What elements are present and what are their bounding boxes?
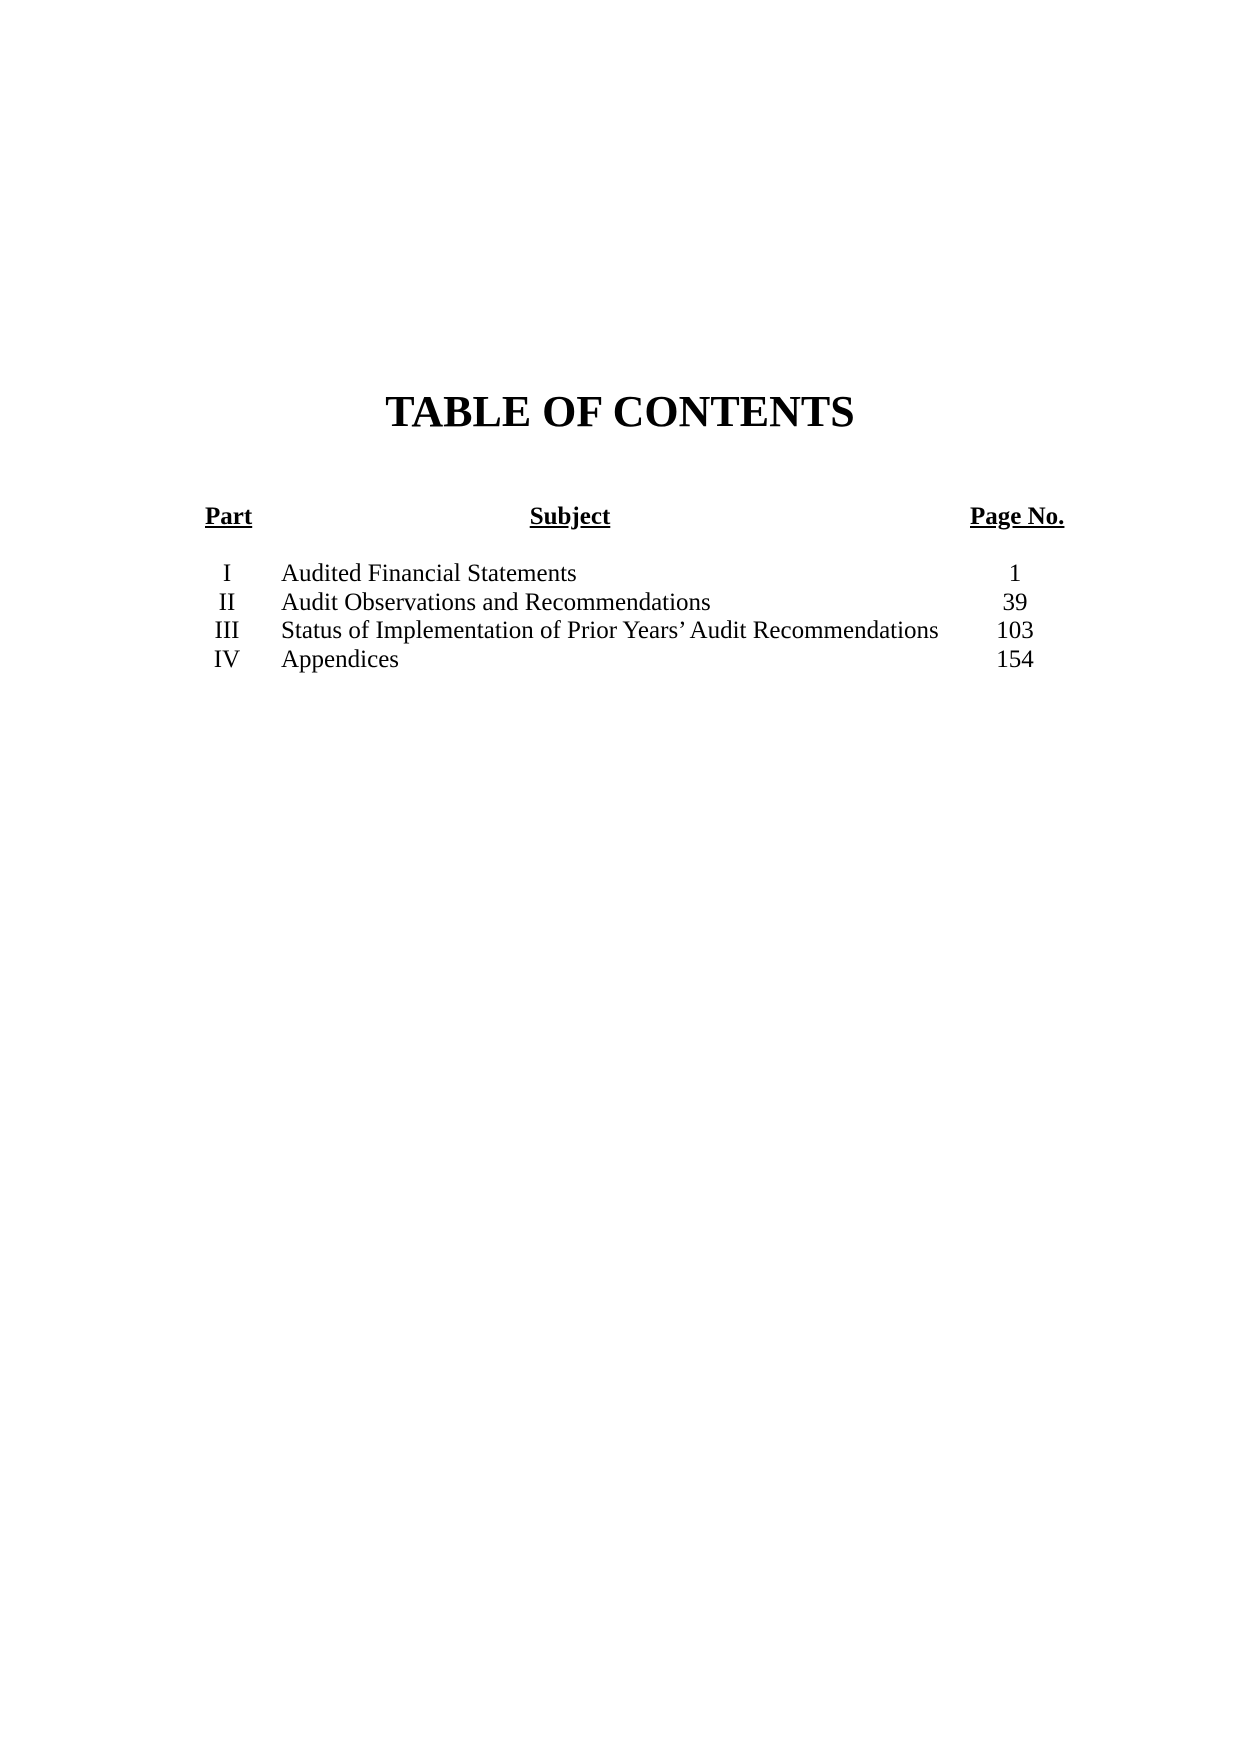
toc-subject: Appendices bbox=[281, 645, 400, 673]
toc-row bbox=[0, 617, 1240, 646]
toc-part: IV bbox=[213, 645, 241, 673]
toc-part: I bbox=[222, 560, 232, 587]
toc-entries bbox=[0, 560, 1240, 674]
toc-row bbox=[0, 646, 1240, 675]
toc-row bbox=[0, 589, 1240, 618]
toc-part: II bbox=[218, 588, 236, 616]
column-header-subject: Subject bbox=[529, 503, 611, 530]
toc-row bbox=[0, 560, 1240, 589]
toc-part: III bbox=[214, 617, 240, 644]
column-header-part: Part bbox=[205, 503, 253, 530]
page-title: TABLE OF CONTENTS bbox=[385, 387, 855, 436]
toc-page-number: 39 bbox=[1002, 588, 1028, 616]
toc-subject: Audit Observations and Recommendations bbox=[281, 588, 711, 616]
toc-page-number: 1 bbox=[1008, 560, 1022, 587]
column-header-page-no: Page No. bbox=[970, 503, 1065, 530]
toc-subject: Audited Financial Statements bbox=[281, 560, 577, 587]
toc-page-number: 103 bbox=[996, 617, 1034, 644]
toc-page-number: 154 bbox=[996, 645, 1034, 673]
toc-subject: Status of Implementation of Prior Years’ Audit Recommendations bbox=[281, 617, 939, 644]
